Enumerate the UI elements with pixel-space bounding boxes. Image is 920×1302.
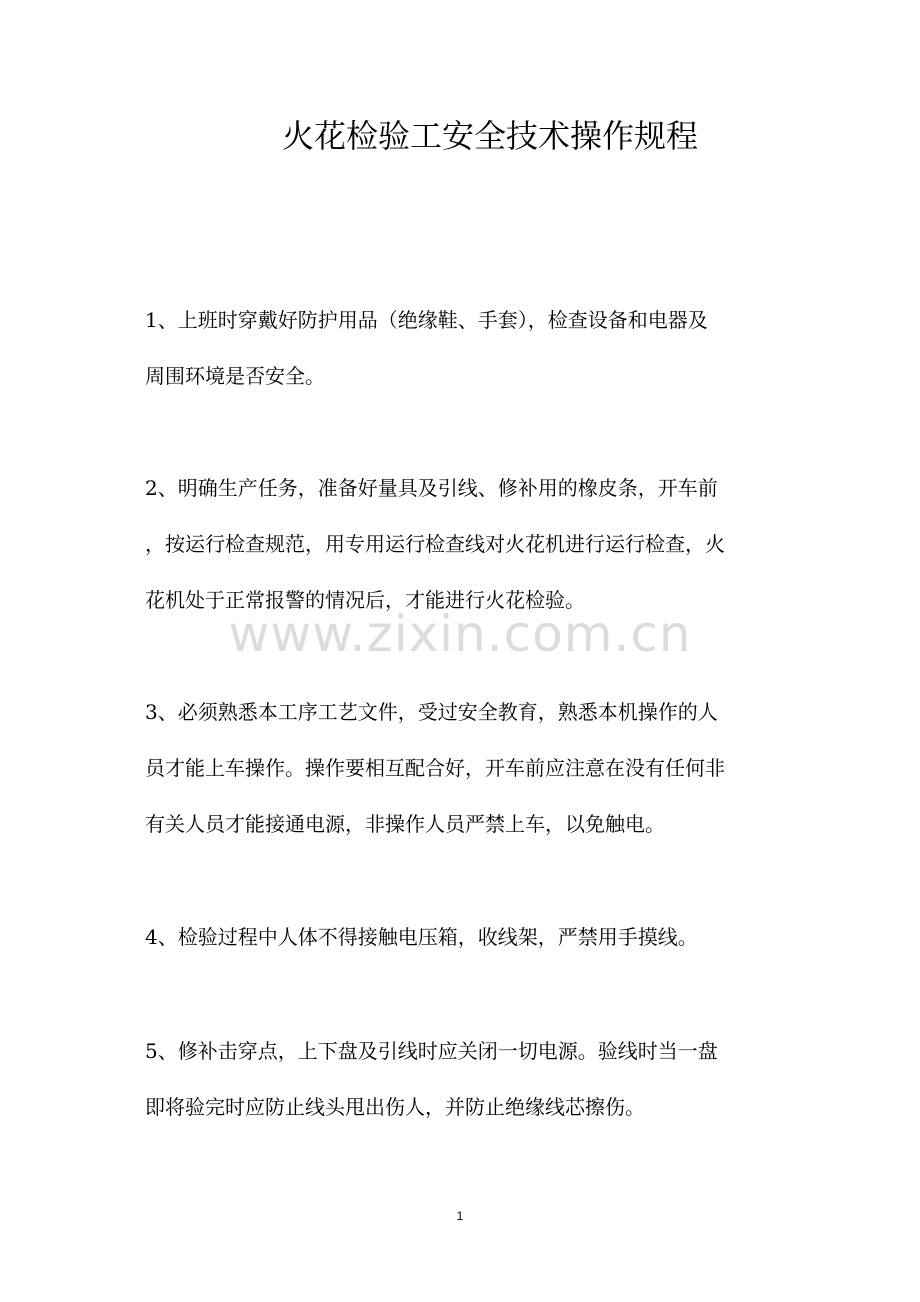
paragraph-line: 3、必须熟悉本工序工艺文件，受过安全教育，熟悉本机操作的人 — [145, 700, 718, 724]
paragraph-line: 5、修补击穿点，上下盘及引线时应关闭一切电源。验线时当一盘 — [145, 1039, 718, 1063]
paragraph-line: 4、检验过程中人体不得接触电压箱，收线架，严禁用手摸线。 — [145, 925, 698, 949]
watermark: www.zixin.com.cn — [228, 605, 692, 663]
paragraph-line: 周围环境是否安全。 — [145, 364, 325, 388]
paragraph-line: 1、上班时穿戴好防护用品（绝缘鞋、手套），检查设备和电器及 — [145, 308, 708, 332]
paragraph-line: 员才能上车操作。操作要相互配合好，开车前应注意在没有任何非 — [145, 756, 725, 780]
paragraph-line: ，按运行检查规范，用专用运行检查线对火花机进行运行检查，火 — [145, 532, 725, 556]
paragraph-line: 2、明确生产任务，准备好量具及引线、修补用的橡皮条，开车前 — [145, 476, 718, 500]
page-title: 火花检验工安全技术操作规程 — [281, 117, 698, 155]
paragraph-line: 花机处于正常报警的情况后，才能进行火花检验。 — [145, 588, 585, 612]
paragraph-line: 有关人员才能接通电源，非操作人员严禁上车，以免触电。 — [145, 812, 665, 836]
page-number: 1 — [456, 1209, 464, 1223]
paragraph-line: 即将验完时应防止线头甩出伤人，并防止绝缘线芯擦伤。 — [145, 1095, 645, 1119]
